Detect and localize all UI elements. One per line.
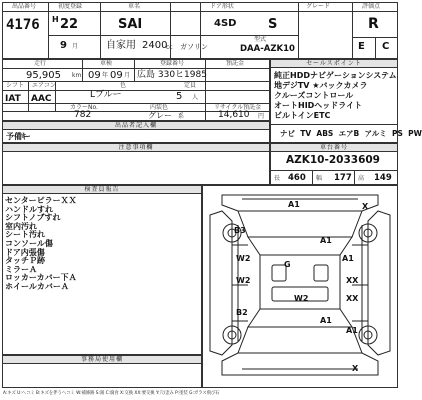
inspector-item: シフトノブすれ [5,213,61,223]
color: Lブルー [90,90,122,100]
damage-mark: A1 [342,254,354,263]
equipment-item: PS [391,129,403,138]
height: 149 [374,173,392,183]
inspector-item: シート汚れ [5,230,45,240]
sell-point-item: ビルトインETC [274,111,331,120]
chassis-header: 車台番号 [270,143,398,152]
lot-label: 出品番号 [12,3,37,10]
car-name-label: 車名 [128,3,141,10]
mileage-unit: km [72,72,82,79]
damage-mark: A1 [320,316,332,325]
seller-note: 予備ｷｰ [6,132,30,141]
inspector-item: ロッカーカバー下Ａ [5,273,77,283]
damage-mark: XX [346,276,359,285]
capacity-unit: 人 [192,94,199,101]
damage-mark: X [352,364,359,373]
color-no-label: カラーNo. [70,104,98,111]
model: DAA-AZK10 [240,44,295,54]
equipment-item: ナビ [280,129,295,138]
ac-label: エアコン [32,82,56,89]
damage-mark: A1 [320,236,332,245]
color-no: 782 [74,110,92,120]
inspector-item: コンソール傷 [5,238,53,248]
first-reg-label: 初度登録 [58,3,83,10]
damage-mark: G [284,260,291,269]
inspector-item: ミラーＡ [5,264,37,274]
inspection-month: 09 [110,70,123,81]
sell-point-item: 純正HDDナビゲーションシステム [274,71,397,80]
shift: IAT [5,94,21,104]
color-label: 色 [120,82,127,89]
inspector-item: ハンドルすれ [5,204,53,214]
era: H [52,15,59,24]
exterior-score: C [382,41,390,52]
shift-label: シフト [6,82,25,89]
plate: 広島 330ヒ1985 [137,70,207,80]
displacement-unit: cc [166,44,173,51]
interior-label: 内装色 [150,104,169,111]
equipment-item: TV [300,129,312,138]
door-label: ドア形状 [210,3,234,10]
seller-header: 出品者記入欄 [2,121,270,130]
equipment-row [280,129,422,139]
inspection-year: 09 [88,70,101,81]
grade-label: グレード [306,3,331,10]
score: R [368,16,379,32]
month-label: 月 [72,43,79,50]
equipment-item: エアB [338,129,360,138]
equipment-item: アルミ [364,129,387,138]
lot-number: 4176 [6,17,40,33]
ac: AAC [31,94,52,104]
sell-point-list [274,71,397,121]
inspector-notes [5,197,77,292]
mileage: 95,905 [26,70,61,81]
inspector-item: センターピラーＸＸ [5,196,77,205]
mileage-label: 走行 [34,60,47,67]
width-label: 幅 [316,175,323,182]
damage-mark: B2 [236,308,248,317]
recycle-label: 預託金 [226,60,245,67]
width: 177 [334,173,352,183]
model-label: 型式 [254,36,267,43]
interior-score: E [358,41,365,52]
inspection-year-unit: 年 [102,72,109,79]
car-damage-diagram [202,185,398,388]
displacement: 2400 [142,40,168,51]
damage-mark: A1 [288,200,300,209]
inspection-label: 車検 [100,60,113,67]
plate-label: 登録番号 [160,60,185,67]
inspector-item: ドア内張傷 [5,247,45,257]
interior-unit: 系 [178,113,185,120]
score-label: 評価点 [362,3,381,10]
equipment-item: PW [408,129,422,138]
damage-mark: A1 [346,326,358,335]
height-label: 高 [358,175,365,182]
damage-mark: W2 [236,254,251,263]
damage-mark: X [362,202,369,211]
footer-legend: A:キズ U:ヘコミ B:キズを伴うヘコミ W:補修跡 S:錆 C:腐食 X:交換 XX:要交換 Y:穴/歪み P:塗装 G:ガラス飛び石 [3,391,220,396]
inspector-item: 室内汚れ [5,221,37,231]
fuel: ガソリン [180,43,208,51]
inspector-header: 検査員報告 [2,185,202,194]
car-name: SAI [118,17,143,32]
equipment-item: ABS [316,129,334,138]
office-header: 事務局使用欄 [2,355,202,364]
interior-color: グレー [148,111,172,120]
grade: S [268,17,278,32]
damage-mark: B3 [234,226,246,235]
inspector-item: ホイールカバーＡ [5,281,69,291]
capacity: 5 [176,91,183,102]
reg-year: 22 [60,17,79,32]
damage-mark: W2 [236,276,251,285]
usage: 自家用 [106,40,136,51]
damage-mark: W2 [294,294,309,303]
sell-point-item: オートHIDヘッドライト [274,101,363,110]
sell-point-item: クルーズコントロール [274,91,354,100]
damage-mark: XX [346,294,359,303]
notes-header: 注意事項欄 [2,143,270,152]
inspector-item: タッチＰ跡 [5,256,45,266]
door-shape: 4SD [214,18,237,29]
inspection-month-unit: 月 [124,72,131,79]
recycle-unit: 円 [258,113,265,120]
length: 460 [288,173,306,183]
recycle-amount-label: リサイクル預託金 [214,104,262,111]
length-label: 長 [274,175,281,182]
chassis-number: AZK10-2033609 [286,154,380,166]
capacity-label: 定員 [184,82,197,89]
sell-point-item: 地デジTV ★バックカメラ [274,81,368,90]
recycle-amount: 14,610 [218,110,250,120]
sell-point-header: セールスポイント [270,59,398,68]
reg-month: 9 [60,40,67,51]
